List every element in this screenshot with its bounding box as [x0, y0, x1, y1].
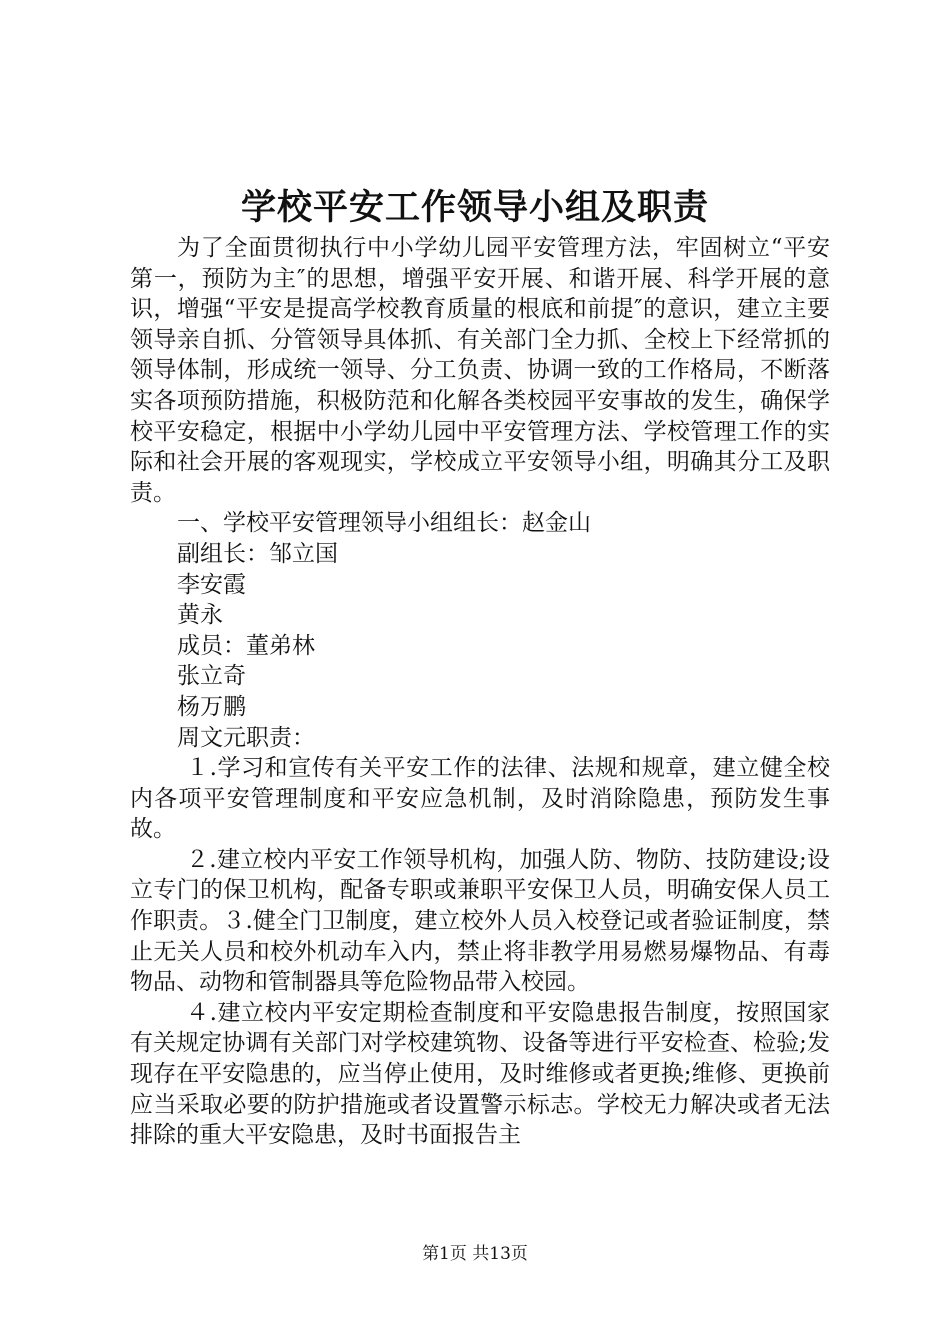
duty-item-1: １.学习和宣传有关平安工作的法律、法规和规章，建立健全校内各项平安管理制度和平安应急机制，及时消除隐患，预防发生事故。: [130, 755, 830, 843]
members-line: 成员：董弟林: [177, 632, 315, 659]
duty-item-2-3: ２.建立校内平安工作领导机构，加强人防、物防、技防建设;设立专门的保卫机构，配备专职或兼职平安保卫人员，明确安保人员工作职责。３.健全门卫制度，建立校外人员入校登记或者验证制度，禁止无关人员和校外机动车入内，禁止将非教学用易燃易爆物品、有毒物品、动物和管制器具等危险物品带入校园。: [130, 846, 830, 996]
duties-heading-line: 周文元职责：: [177, 724, 315, 751]
deputy-leader-line: 副组长：邹立国: [177, 540, 338, 567]
page-footer: 第1页 共13页: [422, 1244, 528, 1264]
member-name-line: 黄永: [177, 602, 223, 629]
duty-item-4: ４.建立校内平安定期检查制度和平安隐患报告制度，按照国家有关规定协调有关部门对学校建筑物、设备等进行平安检查、检验;发现存在平安隐患的，应当停止使用，及时维修或者更换;维修、更换前应当采取必要的防护措施或者设置警示标志。学校无力解决或者无法排除的重大平安隐患，及时书面报告主: [130, 999, 830, 1149]
intro-paragraph: 为了全面贯彻执行中小学幼儿园平安管理方法，牢固树立“平安第一，预防为主″的思想，增强平安开展、和谐开展、科学开展的意识，增强“平安是提高学校教育质量的根底和前提″的意识，建立主要领导亲自抓、分管领导具体抓、有关部门全力抓、全校上下经常抓的领导体制，形成统一领导、分工负责、协调一致的工作格局，不断落实各项预防措施，积极防范和化解各类校园平安事故的发生，确保学校平安稳定，根据中小学幼儿园中平安管理方法、学校管理工作的实际和社会开展的客观现实，学校成立平安领导小组，明确其分工及职责。: [130, 235, 830, 506]
group-leader-line: 一、学校平安管理领导小组组长：赵金山: [177, 510, 591, 537]
document-body: [130, 233, 830, 1151]
member-name-line: 李安霞: [177, 571, 246, 598]
document-title: 学校平安工作领导小组及职责: [240, 187, 709, 228]
member-name-line: 杨万鹏: [177, 693, 246, 720]
member-name-line: 张立奇: [177, 663, 246, 690]
